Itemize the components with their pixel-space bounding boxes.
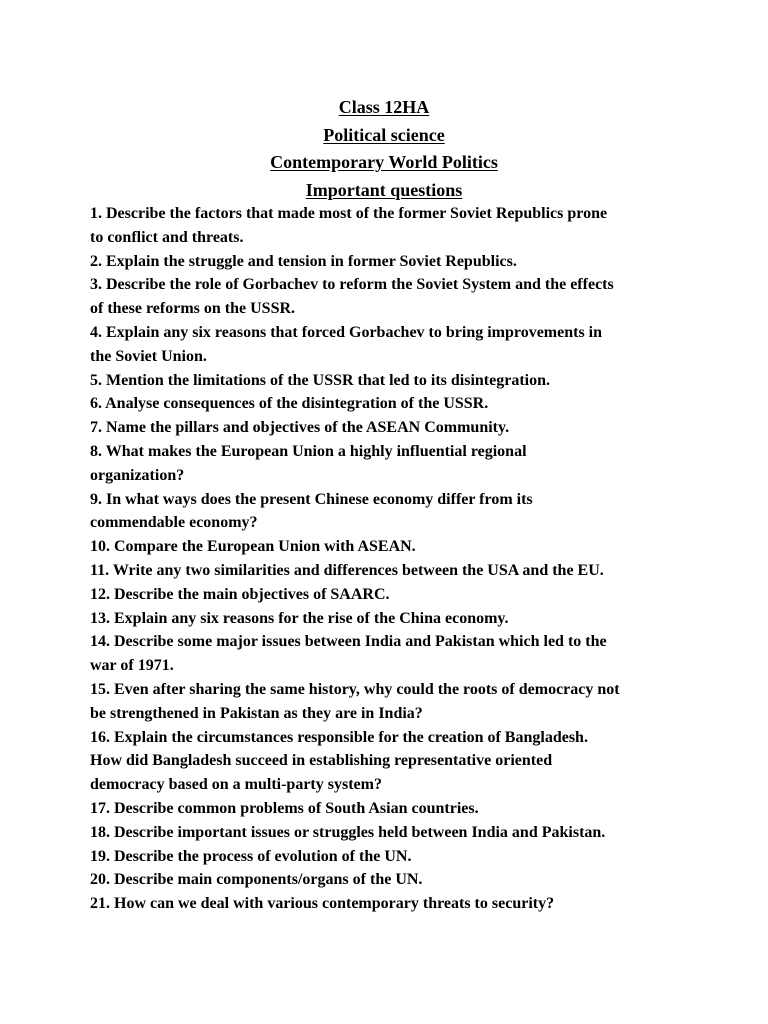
question-line: 9. In what ways does the present Chinese economy differ from its (90, 490, 533, 508)
question-line: 12. Describe the main objectives of SAARC. (90, 585, 390, 603)
question-line: war of 1971. (90, 657, 174, 675)
question-line: of these reforms on the USSR. (90, 300, 296, 318)
question-item (90, 821, 690, 845)
question-list (90, 202, 690, 916)
question-line: 21. How can we deal with various contemporary threats to security? (90, 895, 555, 913)
class-heading: Class 12HA (338, 97, 430, 117)
question-line: 6. Analyse consequences of the disintegration of the USSR. (90, 395, 489, 413)
unit-heading: Contemporary World Politics (270, 152, 498, 172)
question-item (90, 416, 690, 440)
question-line: to conflict and threats. (90, 228, 244, 246)
question-line: be strengthened in Pakistan as they are in India? (90, 704, 423, 722)
question-line: 20. Describe main components/organs of the UN. (90, 871, 423, 889)
question-line: 3. Describe the role of Gorbachev to reform the Soviet System and the effects (90, 276, 614, 294)
question-line: 13. Explain any six reasons for the rise of the China economy. (90, 609, 509, 627)
question-item (90, 559, 690, 583)
question-item (90, 392, 690, 416)
document-header (0, 94, 768, 204)
question-item (90, 321, 690, 369)
question-item (90, 202, 690, 250)
question-item (90, 845, 690, 869)
question-item (90, 535, 690, 559)
question-line: 8. What makes the European Union a highly influential regional (90, 442, 527, 460)
question-line: 19. Describe the process of evolution of the UN. (90, 847, 412, 865)
question-line: 11. Write any two similarities and differences between the USA and the EU. (90, 561, 604, 579)
question-item (90, 726, 690, 797)
question-line: the Soviet Union. (90, 347, 207, 365)
question-line: 2. Explain the struggle and tension in former Soviet Republics. (90, 252, 517, 270)
question-line: 4. Explain any six reasons that forced Gorbachev to bring improvements in (90, 323, 603, 341)
question-item (90, 607, 690, 631)
question-line: How did Bangladesh succeed in establishing representative oriented (90, 752, 553, 770)
question-line: commendable economy? (90, 514, 258, 532)
subject-heading: Political science (323, 124, 445, 145)
question-item (90, 273, 690, 321)
question-line: 1. Describe the factors that made most of the former Soviet Republics prone (90, 205, 608, 222)
question-line: 10. Compare the European Union with ASEAN. (90, 538, 416, 556)
question-item (90, 868, 690, 892)
question-line: 16. Explain the circumstances responsible for the creation of Bangladesh. (90, 728, 588, 746)
question-line: 5. Mention the limitations of the USSR that led to its disintegration. (90, 371, 550, 389)
question-line: democracy based on a multi-party system? (90, 776, 382, 794)
question-item (90, 250, 690, 274)
question-line: 17. Describe common problems of South Asian countries. (90, 799, 479, 817)
question-line: 7. Name the pillars and objectives of the ASEAN Community. (90, 419, 510, 437)
question-item (90, 797, 690, 821)
question-line: 14. Describe some major issues between India and Pakistan which led to the (90, 633, 607, 651)
question-item (90, 488, 690, 536)
question-line: 15. Even after sharing the same history, why could the roots of democracy not (90, 680, 620, 698)
question-item (90, 369, 690, 393)
question-item (90, 892, 690, 916)
question-item (90, 630, 690, 678)
question-line: organization? (90, 466, 185, 484)
question-item (90, 440, 690, 488)
question-item (90, 583, 690, 607)
question-line: 18. Describe important issues or struggles held between India and Pakistan. (90, 823, 606, 841)
question-item (90, 678, 690, 726)
section-heading: Important questions (305, 179, 463, 200)
